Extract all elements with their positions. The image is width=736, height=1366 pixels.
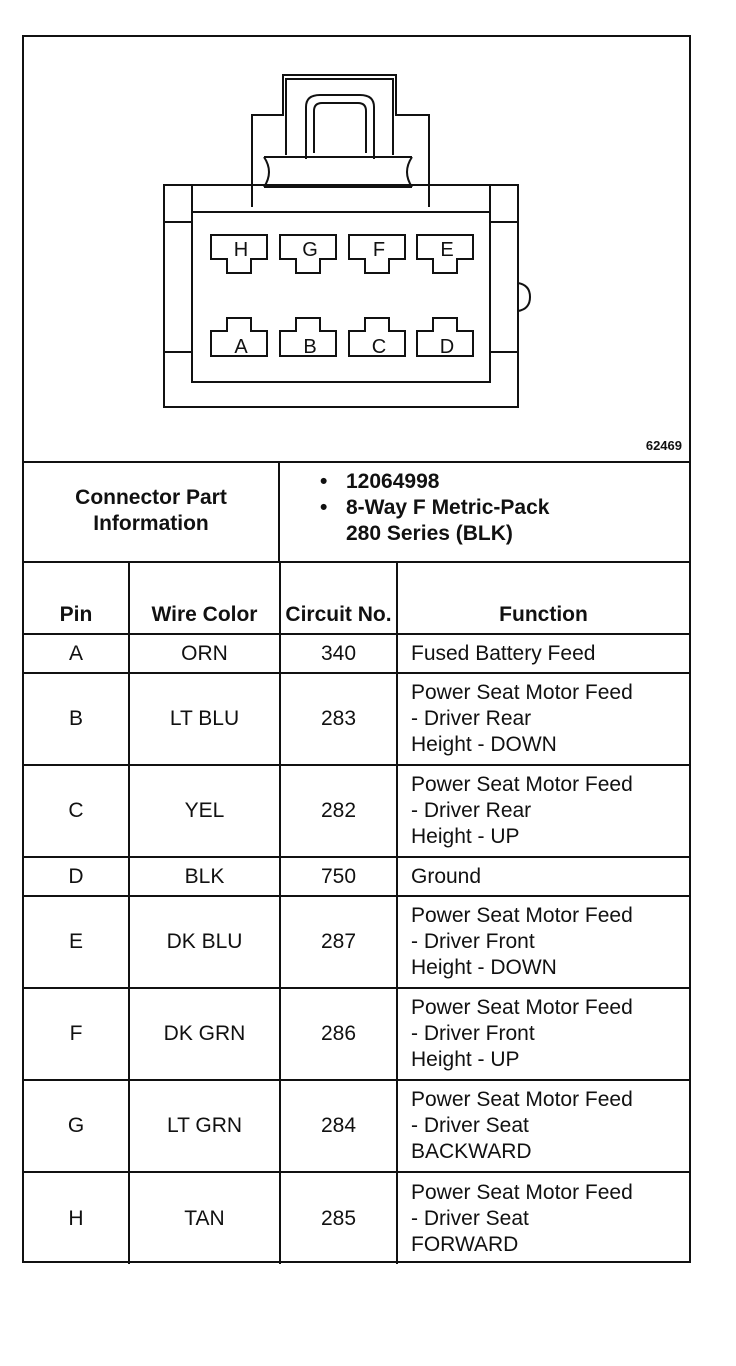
header-circuit: Circuit No. <box>280 561 397 634</box>
pin-cavity-b <box>280 318 336 358</box>
pin-cell: C <box>24 765 129 857</box>
pinout-table <box>24 561 689 1264</box>
pin-cavity-g <box>280 235 336 273</box>
wire-color-cell: ORN <box>129 634 280 673</box>
pin-cavities <box>211 235 473 358</box>
connector-part-info <box>24 461 689 563</box>
table-row <box>24 1172 689 1264</box>
circuit-cell: 285 <box>280 1172 397 1264</box>
connector-part-info-label: Connector Part Information <box>24 461 280 561</box>
part-number: • 12064998 <box>320 469 549 495</box>
pin-label: F <box>372 239 386 261</box>
pin-cell: H <box>24 1172 129 1264</box>
connector-part-list <box>320 469 549 547</box>
pin-label: G <box>302 239 318 261</box>
function-cell: Power Seat Motor Feed - Driver Front Height - UP <box>397 988 689 1080</box>
connector-drawing <box>24 37 689 461</box>
table-row <box>24 857 689 896</box>
pin-label: D <box>439 336 455 358</box>
function-cell: Ground <box>397 857 689 896</box>
wire-color-cell: YEL <box>129 765 280 857</box>
header-pin: Pin <box>24 561 129 634</box>
header-wire-color: Wire Color <box>129 561 280 634</box>
circuit-cell: 340 <box>280 634 397 673</box>
pin-cavity-f <box>349 235 405 273</box>
pin-cavity-d <box>417 318 473 358</box>
function-cell: Power Seat Motor Feed - Driver Rear Height - DOWN <box>397 673 689 765</box>
table-header-row <box>24 561 689 634</box>
function-cell: Fused Battery Feed <box>397 634 689 673</box>
circuit-cell: 284 <box>280 1080 397 1172</box>
pin-cavity-c <box>349 318 405 358</box>
header-function: Function <box>397 561 689 634</box>
circuit-cell: 282 <box>280 765 397 857</box>
circuit-cell: 287 <box>280 896 397 988</box>
wire-color-cell: LT GRN <box>129 1080 280 1172</box>
pin-label: E <box>440 239 454 261</box>
function-cell: Power Seat Motor Feed - Driver Front Height - DOWN <box>397 896 689 988</box>
function-cell: Power Seat Motor Feed - Driver Rear Height - UP <box>397 765 689 857</box>
wire-color-cell: BLK <box>129 857 280 896</box>
pin-label: A <box>234 336 248 358</box>
pin-label: H <box>233 239 249 261</box>
circuit-cell: 750 <box>280 857 397 896</box>
circuit-cell: 283 <box>280 673 397 765</box>
pin-cell: G <box>24 1080 129 1172</box>
table-row <box>24 1080 689 1172</box>
pin-cell: B <box>24 673 129 765</box>
pin-cavity-e <box>417 235 473 273</box>
wire-color-cell: LT BLU <box>129 673 280 765</box>
pin-cell: E <box>24 896 129 988</box>
table-row <box>24 673 689 765</box>
wire-color-cell: DK GRN <box>129 988 280 1080</box>
wire-color-cell: DK BLU <box>129 896 280 988</box>
table-row <box>24 896 689 988</box>
connector-sheet <box>22 35 691 1263</box>
pin-label: C <box>371 336 387 358</box>
part-description: • 8-Way F Metric-Pack 280 Series (BLK) <box>320 495 549 547</box>
pin-cavity-h <box>211 235 267 273</box>
table-row <box>24 765 689 857</box>
wire-color-cell: TAN <box>129 1172 280 1264</box>
function-cell: Power Seat Motor Feed - Driver Seat BACKWARD <box>397 1080 689 1172</box>
pin-cell: A <box>24 634 129 673</box>
table-row <box>24 988 689 1080</box>
connector-diagram <box>24 37 689 463</box>
pin-label: B <box>303 336 317 358</box>
pin-cell: D <box>24 857 129 896</box>
diagram-number: 62469 <box>645 438 682 453</box>
function-cell: Power Seat Motor Feed - Driver Seat FORWARD <box>397 1172 689 1264</box>
pin-cavity-a <box>211 318 267 358</box>
table-row <box>24 634 689 673</box>
circuit-cell: 286 <box>280 988 397 1080</box>
pin-cell: F <box>24 988 129 1080</box>
